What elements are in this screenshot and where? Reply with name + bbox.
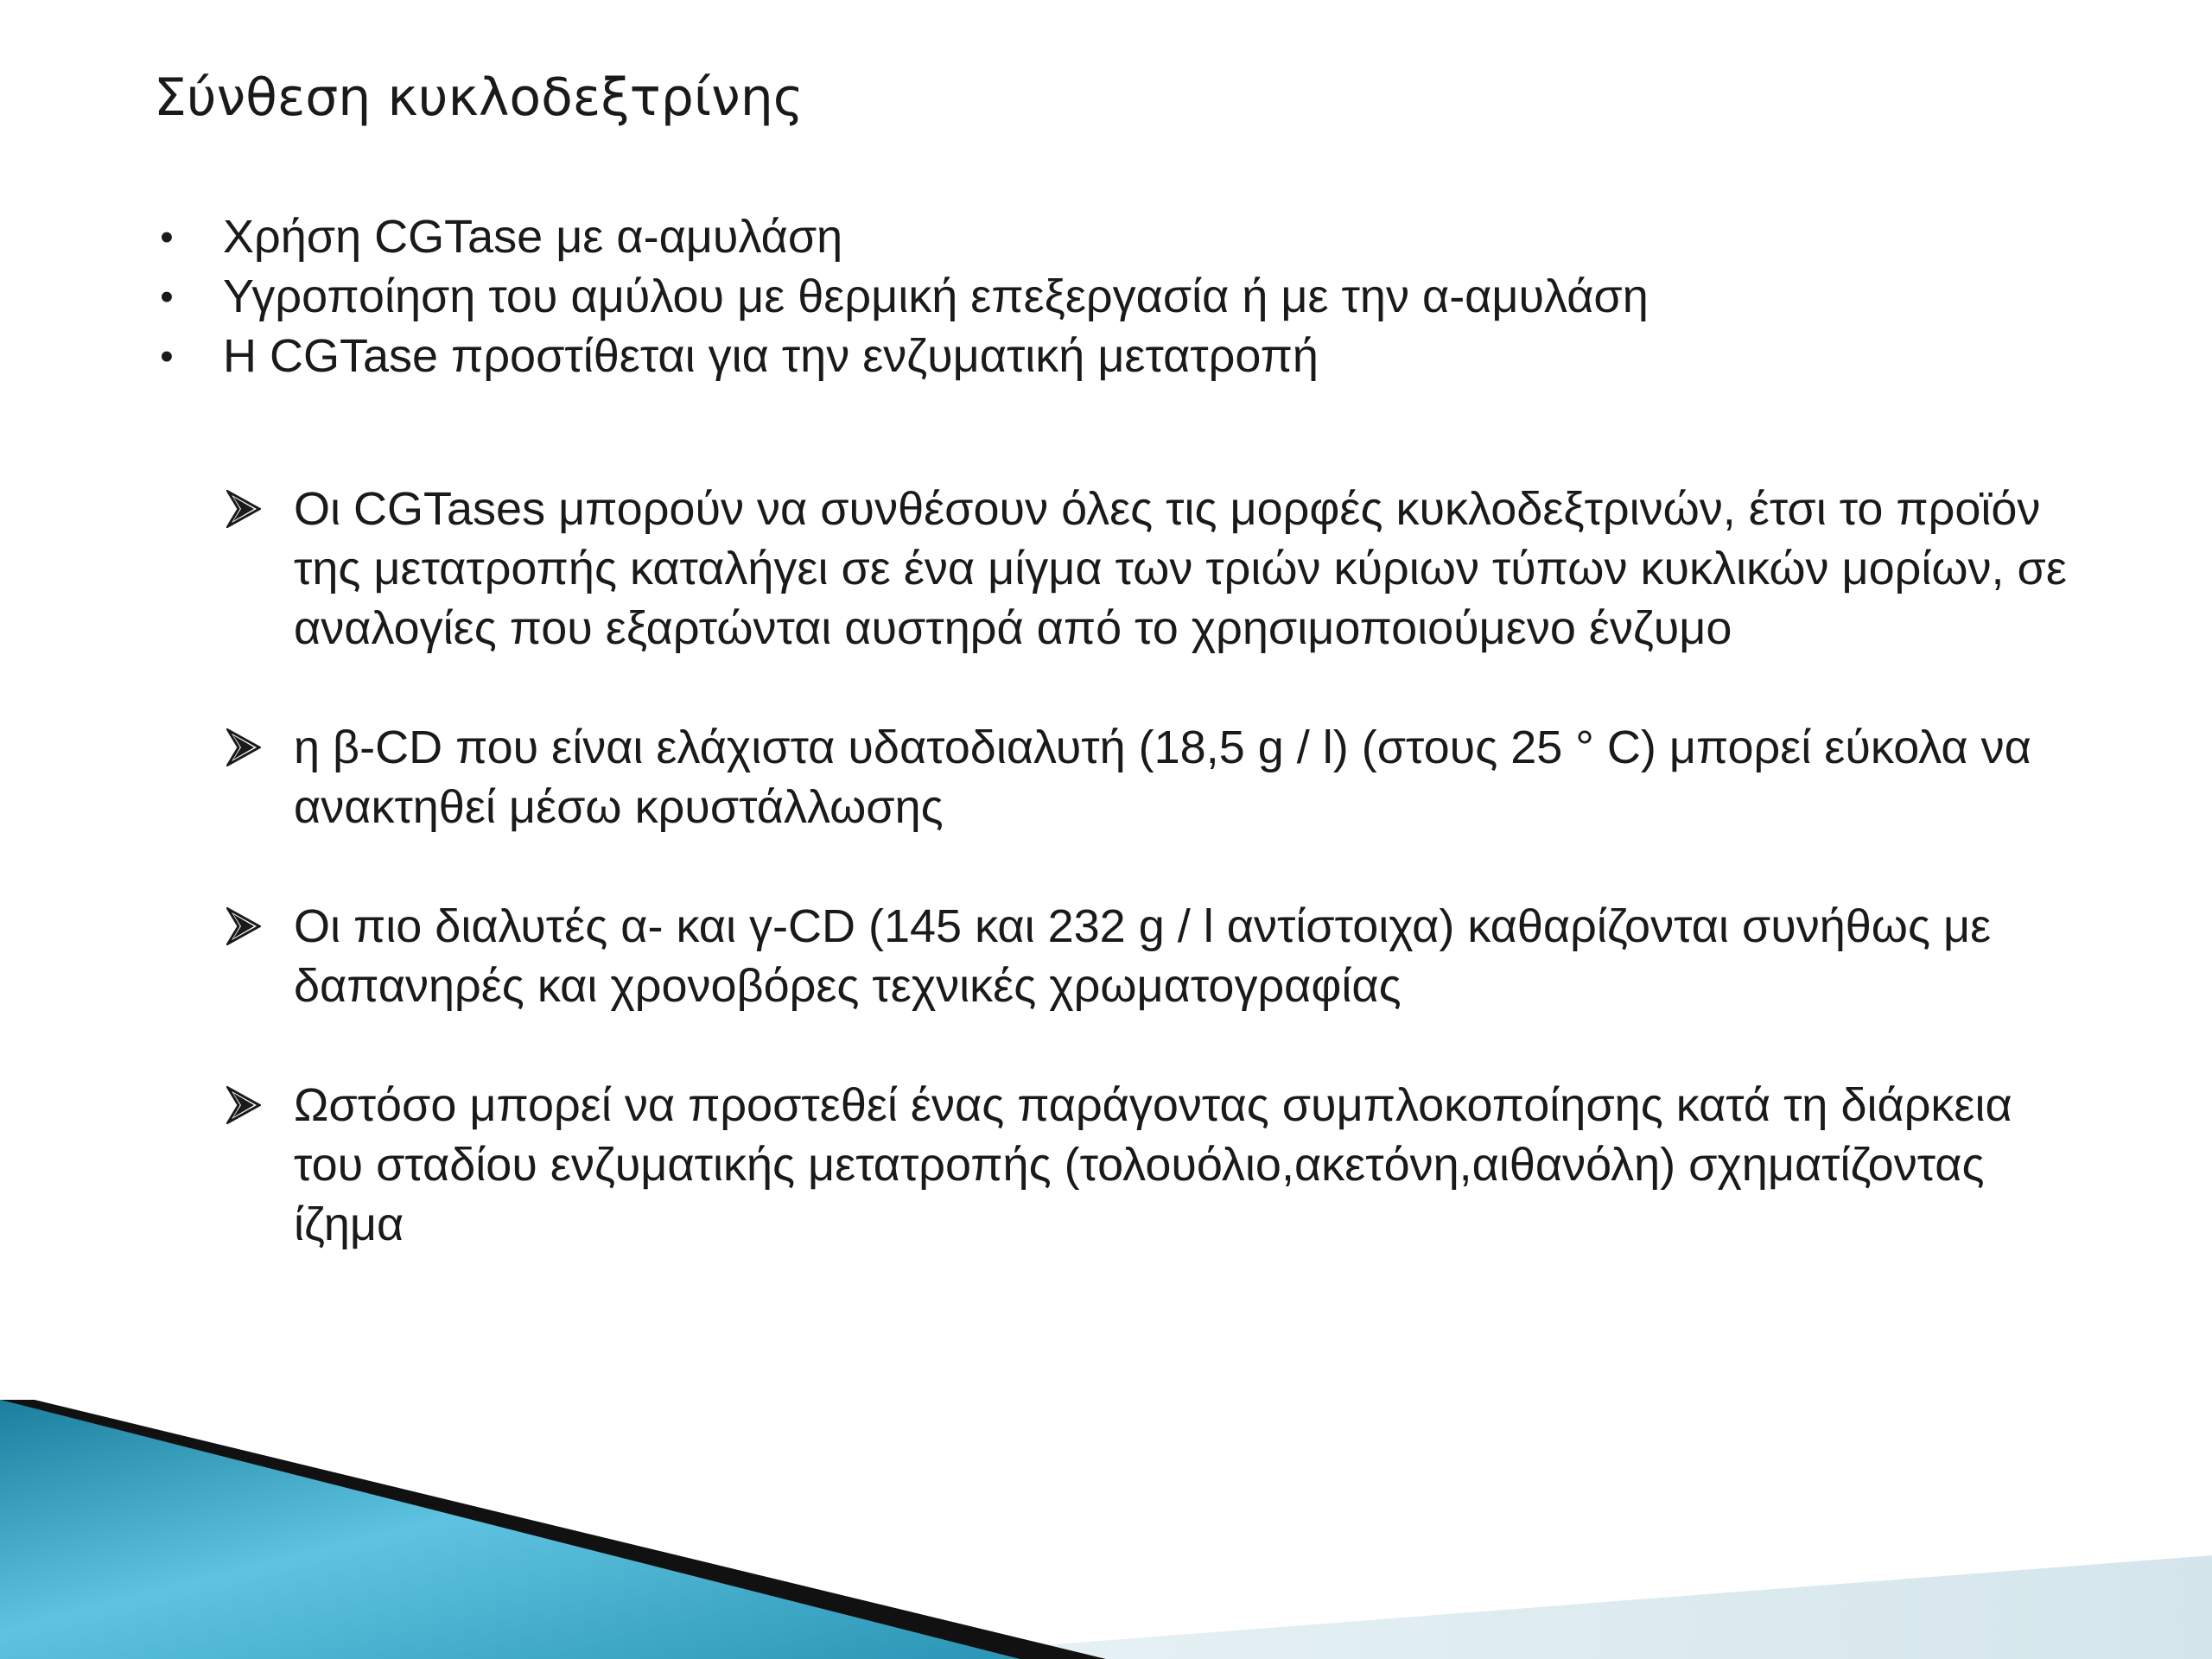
arrow-list (223, 480, 2081, 1314)
arrow-bullet-icon (226, 490, 261, 528)
bullet-text: Χρήση CGTase με α-αμυλάση (223, 211, 843, 263)
list-item (154, 207, 2098, 267)
arrow-item-text: η β-CD που είναι ελάχιστα υδατοδιαλυτή (18,5 g / l) (στους 25 ° C) μπορεί εύκολα να ανακτηθεί μέσω κρυστάλλωσης (294, 721, 2031, 833)
decor-pale-band (864, 1555, 2212, 1659)
list-item (154, 327, 2098, 386)
bullet-text: Υγροποίηση του αμύλου με θερμική επεξεργασία ή με την α-αμυλάση (223, 270, 1649, 322)
list-item (223, 480, 2081, 658)
slide-title: Σύνθεση κυκλοδεξτρίνης (154, 67, 804, 128)
arrow-item-text: Ωστόσο μπορεί να προστεθεί ένας παράγοντας συμπλοκοποίησης κατά τη διάρκεια του σταδίου ενζυματικής μετατροπής (τολουόλιο,ακετόνη,αιθανόλη) σχηματίζοντας ίζημα (294, 1079, 2012, 1250)
arrow-bullet-icon (226, 1086, 261, 1124)
bullet-dot-icon: • (160, 276, 174, 318)
list-item (223, 897, 2081, 1016)
bullet-dot-icon: • (160, 216, 174, 258)
bullet-dot-icon: • (160, 335, 174, 378)
arrow-bullet-icon (226, 728, 261, 766)
bullet-text: Η CGTase προστίθεται για την ενζυματική μετατροπή (223, 330, 1319, 382)
list-item (223, 1076, 2081, 1255)
list-item (223, 718, 2081, 837)
arrow-bullet-icon (226, 907, 261, 945)
arrow-item-text: Οι CGTases μπορούν να συνθέσουν όλες τις μορφές κυκλοδεξτρινών, έτσι το προϊόν της μετατροπής καταλήγει σε ένα μίγμα των τριών κύριων τύπων κυκλικών μορίων, σε αναλογίες που εξαρτώνται αυστηρά από το χρησιμοποιούμενο ένζυμο (294, 483, 2067, 654)
bullet-list (154, 207, 2098, 386)
arrow-item-text: Οι πιο διαλυτές α- και γ-CD (145 και 232 g / l αντίστοιχα) καθαρίζονται συνήθως με δαπανηρές και χρονοβόρες τεχνικές χρωματογραφίας (294, 900, 1992, 1012)
list-item (154, 267, 2098, 327)
slide-decoration (0, 1382, 2212, 1659)
